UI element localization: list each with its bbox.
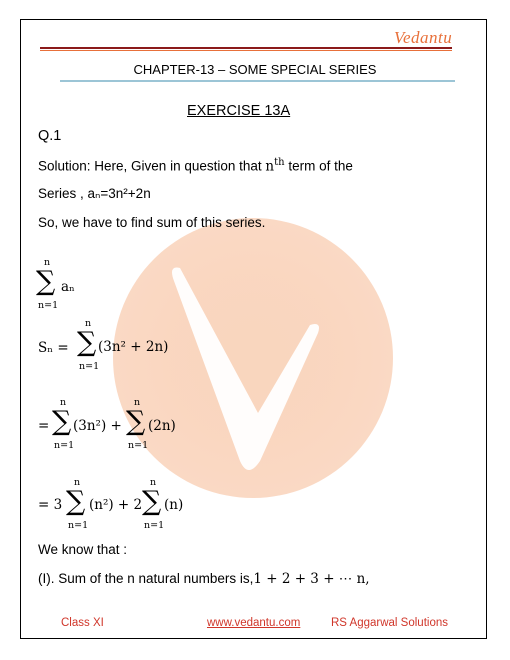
sigma-symbol: ∑ <box>142 486 162 517</box>
sigma-upper-limit: n <box>134 397 141 408</box>
sigma-lower-limit: n=1 <box>38 300 59 311</box>
solution-intro-prefix: Solution: Here, Given in question that <box>38 158 266 174</box>
sigma-symbol: ∑ <box>52 406 72 437</box>
footer-website-link[interactable]: www.vedantu.com <box>207 617 301 629</box>
sigma-lower-limit: n=1 <box>128 440 149 451</box>
sigma-lower-limit: n=1 <box>144 520 165 531</box>
sigma-lower-limit: n=1 <box>79 361 100 372</box>
point1-line <box>38 571 370 587</box>
vedantu-logo: Vedantu <box>394 28 453 47</box>
header-rule-dark <box>40 47 452 49</box>
vedantu-watermark-icon <box>108 213 398 503</box>
eq3-equals: = <box>38 418 50 434</box>
sn-label: Sₙ = <box>38 340 69 356</box>
series-line: Series , aₙ=3n²+2n <box>38 186 151 201</box>
footer-solutions: RS Aggarwal Solutions <box>331 617 448 629</box>
we-know-line: We know that : <box>38 542 128 557</box>
eq4-term2: (n) <box>164 497 184 513</box>
sigma-lower-limit: n=1 <box>54 440 75 451</box>
sigma-symbol: ∑ <box>36 266 56 297</box>
chapter-rule <box>60 80 455 82</box>
sigma-upper-limit: n <box>44 257 51 268</box>
nth-n: n <box>265 158 275 175</box>
point1-text: (I). Sum of the n natural numbers is, <box>38 571 254 586</box>
solution-intro-suffix: term of the <box>284 158 353 174</box>
eq2-term: (3n² + 2n) <box>98 339 169 355</box>
eq4-term1: (n²) + 2 <box>89 497 143 513</box>
header-rule-light <box>40 50 452 51</box>
nth-th: th <box>274 157 285 168</box>
sigma-upper-limit: n <box>85 318 92 329</box>
question-label: Q.1 <box>38 128 62 144</box>
eq1-term: aₙ <box>61 279 75 295</box>
point1-math: 1 + 2 + 3 + ⋯ n, <box>253 571 370 587</box>
sigma-upper-limit: n <box>150 477 157 488</box>
sigma-upper-limit: n <box>60 397 67 408</box>
sigma-lower-limit: n=1 <box>68 520 89 531</box>
exercise-title: EXERCISE 13A <box>187 103 291 119</box>
find-sum-line: So, we have to find sum of this series. <box>38 215 266 230</box>
sigma-symbol: ∑ <box>126 406 146 437</box>
eq3-term2: (2n) <box>148 418 176 434</box>
footer-class: Class XI <box>61 617 104 629</box>
eq4-prefix: = 3 <box>38 497 63 513</box>
eq3-term1: (3n²) + <box>73 418 122 434</box>
sigma-symbol: ∑ <box>66 486 86 517</box>
sigma-upper-limit: n <box>74 477 81 488</box>
chapter-title: CHAPTER-13 – SOME SPECIAL SERIES <box>133 62 377 77</box>
sigma-symbol: ∑ <box>77 327 97 358</box>
solution-intro <box>38 157 353 175</box>
